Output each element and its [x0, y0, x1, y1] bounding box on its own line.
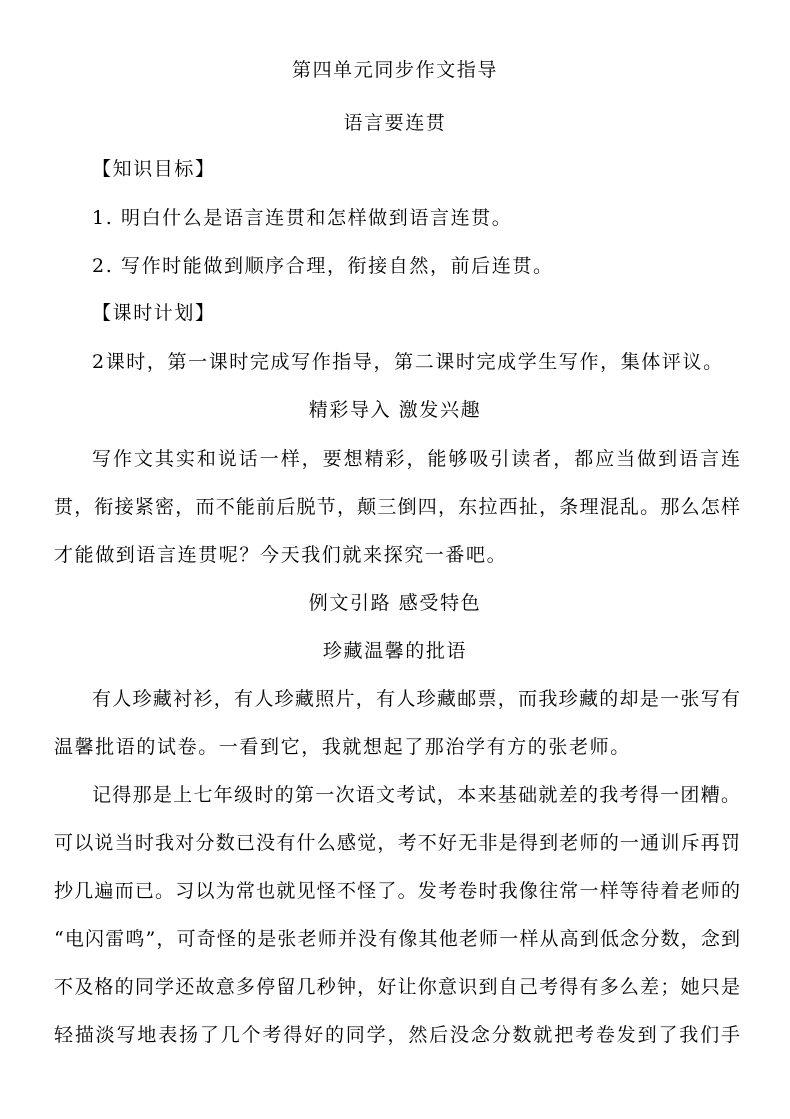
essay-paragraph-line: 温馨批语的试卷。一看到它，我就想起了那治学有方的张老师。 [54, 736, 631, 758]
essay-paragraph-line: 有人珍藏衬衫，有人珍藏照片，有人珍藏邮票，而我珍藏的却是一张写有 [92, 688, 740, 710]
intro-line: 贯，衔接紧密，而不能前后脱节，颠三倒四，东拉西扯，条理混乱。那么怎样 [54, 496, 740, 518]
goal-item-1: 1. 明白什么是语言连贯和怎样做到语言连贯。 [92, 207, 513, 229]
essay-paragraph-line: 不及格的同学还故意多停留几秒钟，好让你意识到自己考得有多么差；她只是 [54, 976, 740, 998]
intro-line: 写作文其实和说话一样，要想精彩，能够吸引读者，都应当做到语言连 [92, 448, 740, 470]
essay-paragraph-line: “电闪雷鸣”，可奇怪的是张老师并没有像其他老师一样从高到低念分数，念到 [54, 928, 740, 950]
essay-title: 珍藏温馨的批语 [322, 640, 468, 662]
essay-paragraph-line: 可以说当时我对分数已没有什么感觉，考不好无非是得到老师的一通训斥再罚 [54, 832, 740, 854]
heading-example: 例文引路 感受特色 [308, 592, 482, 614]
essay-paragraph-line: 抄几遍而已。习以为常也就见怪不怪了。发考卷时我像往常一样等待着老师的 [54, 880, 740, 902]
document-subtitle: 语言要连贯 [343, 112, 447, 134]
intro-line: 才能做到语言连贯呢？今天我们就来探究一番吧。 [54, 544, 508, 566]
essay-paragraph-line: 记得那是上七年级时的第一次语文考试，本来基础就差的我考得一团糟。 [92, 784, 740, 806]
plan-text: 2课时，第一课时完成写作指导，第二课时完成学生写作，集体评议。 [92, 351, 724, 373]
heading-intro: 精彩导入 激发兴趣 [308, 399, 482, 421]
section-heading-goals: 【知识目标】 [92, 158, 216, 180]
goal-item-2: 2. 写作时能做到顺序合理，衔接自然，前后连贯。 [92, 255, 554, 277]
section-heading-plan: 【课时计划】 [92, 302, 216, 324]
essay-paragraph-line: 轻描淡写地表扬了几个考得好的同学，然后没念分数就把考卷发到了我们手 [54, 1024, 740, 1046]
document-title: 第四单元同步作文指导 [291, 59, 498, 81]
